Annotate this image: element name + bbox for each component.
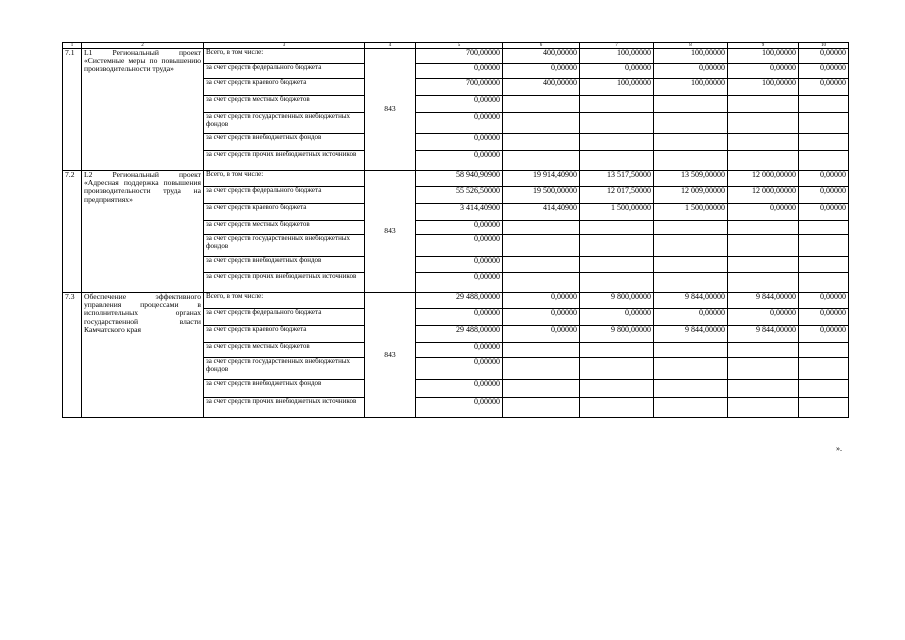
- amount-cell: [580, 273, 654, 293]
- table-row: [63, 49, 849, 64]
- funding-source: за счет средств местных бюджетов: [204, 221, 365, 235]
- funding-source: за счет средств федерального бюджета: [204, 64, 365, 79]
- amount-cell: [654, 235, 728, 257]
- amount-cell: [503, 257, 580, 273]
- amount-cell: 9 844,00000: [728, 326, 799, 343]
- amount-cell: [503, 134, 580, 151]
- amount-cell: 0,00000: [416, 343, 503, 358]
- column-number: 4: [365, 43, 416, 49]
- funding-source: за счет средств федерального бюджета: [204, 309, 365, 326]
- amount-cell: 400,00000: [503, 79, 580, 96]
- amount-cell: 29 488,00000: [416, 326, 503, 343]
- amount-cell: [580, 257, 654, 273]
- amount-cell: 12 000,00000: [728, 171, 799, 187]
- amount-cell: [580, 134, 654, 151]
- amount-cell: [654, 273, 728, 293]
- amount-cell: 0,00000: [416, 273, 503, 293]
- amount-cell: 0,00000: [416, 235, 503, 257]
- amount-cell: [799, 358, 849, 380]
- event-name: L2 Региональный проект «Адресная поддержка повышения производительности труда на предприятиях»: [82, 171, 204, 293]
- amount-cell: 700,00000: [416, 79, 503, 96]
- funding-source: за счет средств внебюджетных фондов: [204, 380, 365, 398]
- row-number: 7.2: [63, 171, 82, 293]
- funding-source: за счет средств местных бюджетов: [204, 96, 365, 113]
- amount-cell: [728, 113, 799, 134]
- column-number: 5: [416, 43, 503, 49]
- amount-cell: 13 509,00000: [654, 171, 728, 187]
- amount-cell: 0,00000: [799, 309, 849, 326]
- amount-cell: 0,00000: [416, 257, 503, 273]
- amount-cell: 0,00000: [728, 204, 799, 221]
- table-body: [63, 43, 849, 418]
- amount-cell: [503, 113, 580, 134]
- amount-cell: 9 844,00000: [728, 293, 799, 309]
- amount-cell: [654, 358, 728, 380]
- funding-source: за счет средств прочих внебюджетных источников: [204, 151, 365, 171]
- amount-cell: [728, 273, 799, 293]
- amount-cell: 9 800,00000: [580, 326, 654, 343]
- amount-cell: [799, 96, 849, 113]
- amount-cell: 700,00000: [416, 49, 503, 64]
- column-number: 1: [63, 43, 82, 49]
- amount-cell: [503, 221, 580, 235]
- amount-cell: 0,00000: [416, 309, 503, 326]
- amount-cell: [799, 134, 849, 151]
- amount-cell: 3 414,40900: [416, 204, 503, 221]
- column-number: 8: [654, 43, 728, 49]
- funding-source: за счет средств государственных внебюджетных фондов: [204, 358, 365, 380]
- amount-cell: 0,00000: [503, 293, 580, 309]
- amount-cell: [503, 273, 580, 293]
- amount-cell: 400,00000: [503, 49, 580, 64]
- amount-cell: [799, 398, 849, 418]
- amount-cell: [728, 96, 799, 113]
- amount-cell: [799, 380, 849, 398]
- amount-cell: 0,00000: [654, 64, 728, 79]
- amount-cell: [654, 221, 728, 235]
- administrator-code: 843: [365, 171, 416, 293]
- amount-cell: 0,00000: [799, 49, 849, 64]
- table-row: [63, 171, 849, 187]
- amount-cell: [728, 398, 799, 418]
- funding-source: Всего, в том числе:: [204, 171, 365, 187]
- amount-cell: [799, 343, 849, 358]
- amount-cell: 9 800,00000: [580, 293, 654, 309]
- amount-cell: 100,00000: [654, 79, 728, 96]
- amount-cell: [580, 398, 654, 418]
- amount-cell: [654, 343, 728, 358]
- funding-source: за счет средств прочих внебюджетных источников: [204, 398, 365, 418]
- amount-cell: 100,00000: [580, 49, 654, 64]
- amount-cell: 0,00000: [503, 64, 580, 79]
- amount-cell: 100,00000: [728, 79, 799, 96]
- amount-cell: [728, 358, 799, 380]
- amount-cell: 12 009,00000: [654, 187, 728, 204]
- amount-cell: [580, 235, 654, 257]
- amount-cell: [799, 257, 849, 273]
- amount-cell: [728, 134, 799, 151]
- amount-cell: 19 914,40900: [503, 171, 580, 187]
- budget-table: [62, 42, 849, 418]
- amount-cell: 100,00000: [728, 49, 799, 64]
- event-name: L1 Региональный проект «Системные меры по повышению производительности труда»: [82, 49, 204, 171]
- amount-cell: [654, 96, 728, 113]
- amount-cell: 0,00000: [416, 151, 503, 171]
- amount-cell: [799, 235, 849, 257]
- amount-cell: 29 488,00000: [416, 293, 503, 309]
- amount-cell: 19 500,00000: [503, 187, 580, 204]
- column-number: 9: [728, 43, 799, 49]
- administrator-code: 843: [365, 49, 416, 171]
- amount-cell: 12 017,50000: [580, 187, 654, 204]
- column-number: 3: [204, 43, 365, 49]
- funding-source: за счет средств государственных внебюджетных фондов: [204, 235, 365, 257]
- amount-cell: [728, 343, 799, 358]
- amount-cell: [799, 273, 849, 293]
- amount-cell: 9 844,00000: [654, 326, 728, 343]
- amount-cell: 0,00000: [799, 326, 849, 343]
- amount-cell: 100,00000: [654, 49, 728, 64]
- amount-cell: [728, 380, 799, 398]
- amount-cell: 0,00000: [728, 309, 799, 326]
- amount-cell: 0,00000: [416, 358, 503, 380]
- amount-cell: [580, 96, 654, 113]
- amount-cell: [580, 113, 654, 134]
- amount-cell: 0,00000: [503, 326, 580, 343]
- amount-cell: [503, 96, 580, 113]
- amount-cell: [799, 221, 849, 235]
- amount-cell: [580, 221, 654, 235]
- amount-cell: [503, 151, 580, 171]
- amount-cell: [799, 113, 849, 134]
- funding-source: за счет средств внебюджетных фондов: [204, 134, 365, 151]
- amount-cell: 0,00000: [799, 187, 849, 204]
- amount-cell: 13 517,50000: [580, 171, 654, 187]
- amount-cell: 0,00000: [654, 309, 728, 326]
- column-number: 2: [82, 43, 204, 49]
- amount-cell: 0,00000: [416, 398, 503, 418]
- amount-cell: 12 000,00000: [728, 187, 799, 204]
- funding-source: за счет средств федерального бюджета: [204, 187, 365, 204]
- amount-cell: 0,00000: [799, 204, 849, 221]
- amount-cell: 0,00000: [580, 64, 654, 79]
- amount-cell: [654, 380, 728, 398]
- amount-cell: 1 500,00000: [580, 204, 654, 221]
- amount-cell: 100,00000: [580, 79, 654, 96]
- amount-cell: [580, 343, 654, 358]
- column-number: 6: [503, 43, 580, 49]
- amount-cell: [503, 380, 580, 398]
- event-name: Обеспечение эффективного управления процессами в исполнительных органах государственной власти Камчатского края: [82, 293, 204, 418]
- amount-cell: 0,00000: [416, 96, 503, 113]
- amount-cell: [728, 235, 799, 257]
- amount-cell: 0,00000: [416, 134, 503, 151]
- funding-source: за счет средств внебюджетных фондов: [204, 257, 365, 273]
- administrator-code: 843: [365, 293, 416, 418]
- amount-cell: [503, 358, 580, 380]
- amount-cell: [728, 221, 799, 235]
- amount-cell: [580, 380, 654, 398]
- row-number: 7.3: [63, 293, 82, 418]
- amount-cell: 0,00000: [799, 64, 849, 79]
- funding-source: за счет средств краевого бюджета: [204, 79, 365, 96]
- funding-source: Всего, в том числе:: [204, 293, 365, 309]
- amount-cell: 55 526,50000: [416, 187, 503, 204]
- amount-cell: 414,40900: [503, 204, 580, 221]
- amount-cell: [799, 151, 849, 171]
- amount-cell: 0,00000: [416, 221, 503, 235]
- amount-cell: [654, 151, 728, 171]
- closing-quote-mark: ».: [836, 444, 842, 453]
- amount-cell: [728, 151, 799, 171]
- amount-cell: [580, 358, 654, 380]
- amount-cell: [654, 257, 728, 273]
- row-number: 7.1: [63, 49, 82, 171]
- amount-cell: 0,00000: [799, 79, 849, 96]
- amount-cell: 0,00000: [503, 309, 580, 326]
- funding-source: за счет средств местных бюджетов: [204, 343, 365, 358]
- amount-cell: 0,00000: [580, 309, 654, 326]
- funding-source: за счет средств краевого бюджета: [204, 204, 365, 221]
- amount-cell: [503, 235, 580, 257]
- amount-cell: [728, 257, 799, 273]
- amount-cell: [654, 134, 728, 151]
- table-row: [63, 293, 849, 309]
- amount-cell: 0,00000: [416, 64, 503, 79]
- amount-cell: [654, 398, 728, 418]
- funding-source: за счет средств государственных внебюджетных фондов: [204, 113, 365, 134]
- amount-cell: 0,00000: [799, 293, 849, 309]
- amount-cell: 0,00000: [416, 113, 503, 134]
- amount-cell: 58 940,90900: [416, 171, 503, 187]
- amount-cell: [580, 151, 654, 171]
- amount-cell: 9 844,00000: [654, 293, 728, 309]
- amount-cell: [503, 343, 580, 358]
- funding-source: за счет средств прочих внебюджетных источников: [204, 273, 365, 293]
- amount-cell: 0,00000: [728, 64, 799, 79]
- funding-source: Всего, в том числе:: [204, 49, 365, 64]
- column-number: 7: [580, 43, 654, 49]
- amount-cell: [503, 398, 580, 418]
- amount-cell: [654, 113, 728, 134]
- amount-cell: 0,00000: [799, 171, 849, 187]
- funding-source: за счет средств краевого бюджета: [204, 326, 365, 343]
- amount-cell: 1 500,00000: [654, 204, 728, 221]
- column-number: 10: [799, 43, 849, 49]
- amount-cell: 0,00000: [416, 380, 503, 398]
